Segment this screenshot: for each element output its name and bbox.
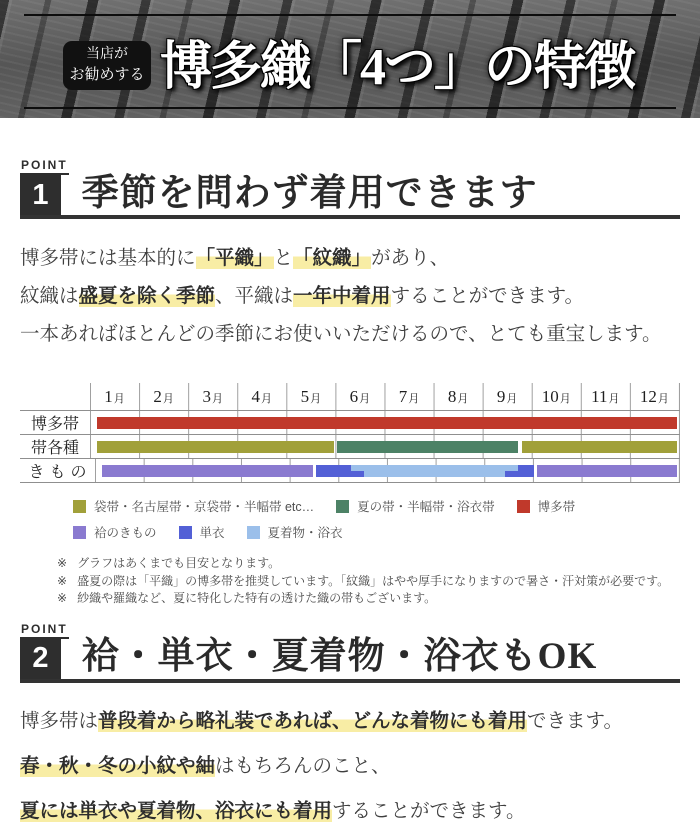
bar-segment [351,471,364,477]
month-cell [90,383,139,410]
chart-header-row [20,383,680,411]
text-line [20,744,680,789]
month-number: 7 [398,386,408,406]
chart-row [20,459,680,483]
month-suffix: 月 [408,393,420,405]
plain-text: と [273,247,294,269]
text-line [20,277,680,315]
badge-line2: お勧めする [69,66,145,83]
hero-top-rule [24,14,676,16]
highlighted-text: 一年中着用 [293,285,391,307]
bar-segment [316,465,351,477]
month-suffix: 月 [310,393,322,405]
point2-marker [20,622,69,679]
month-number: 6 [349,386,359,406]
month-cell [237,383,286,410]
month-suffix: 月 [506,393,518,405]
chart-row-label: 博多帯 [30,416,79,433]
month-number: 10 [541,386,559,406]
legend-swatch [517,500,530,513]
month-suffix: 月 [211,393,223,405]
month-number: 8 [447,386,457,406]
note-text: グラフはあくまでも目安となります。 [77,556,281,570]
summary-paragraph [20,699,680,832]
bar-segment [364,465,505,477]
point2-label: POINT [20,622,69,639]
month-number: 12 [639,386,657,406]
text-line [20,789,680,832]
legend-item [247,523,343,541]
plain-text: 紋織は [20,285,79,307]
legend-swatch [73,526,86,539]
bar-segment [97,417,677,429]
note-line [57,555,680,573]
legend-label: 博多帯 [537,500,576,514]
bar-segment [522,441,676,453]
bar-segment [337,441,518,453]
plain-text: することができます。 [390,285,585,307]
chart-row-label: きもの [28,464,92,481]
point2-number-box [20,639,61,679]
highlighted-text: 「平織」 [195,247,274,269]
point1-label: POINT [20,158,69,175]
note-marker-icon: ※ [57,556,68,570]
month-suffix: 月 [457,393,469,405]
bar-segment [102,465,313,477]
legend-swatch [336,500,349,513]
legend-label: 単衣 [199,526,225,540]
month-number: 1 [104,386,113,406]
month-suffix: 月 [559,393,571,405]
month-cell [630,383,679,410]
plain-text: 博多帯には基本的に [20,247,196,269]
bar-segment [537,465,676,477]
highlighted-text: 「紋織」 [293,247,372,269]
month-number: 9 [496,386,506,406]
legend-row [73,497,680,515]
month-suffix: 月 [608,393,620,405]
chart-month-track [90,383,680,410]
month-suffix: 月 [113,393,125,405]
chart-notes [57,555,680,608]
bar-segment [97,441,335,453]
month-number: 4 [251,386,261,406]
legend-label: 袷のきもの [94,526,157,540]
chart-row-track [90,435,680,458]
note-marker-icon: ※ [57,591,68,605]
plain-text: はもちろんのこと、 [215,754,391,777]
chart-row [20,411,680,435]
plain-text: することができます。 [332,799,526,822]
point1-number: 1 [32,178,49,211]
badge-line1: 当店が [86,46,128,62]
month-cell [335,383,384,410]
plain-text: 、平織は [215,285,294,307]
plain-text: できます。 [527,709,623,732]
month-number: 11 [591,386,608,406]
month-suffix: 月 [162,393,174,405]
month-cell [286,383,335,410]
intro-paragraph [20,239,680,353]
month-cell [139,383,188,410]
text-line [20,699,680,744]
point2-section [20,622,680,683]
hero-title: 博多織「4つ」の特徴 [160,39,635,96]
chart-row-track [95,459,680,482]
note-marker-icon: ※ [57,573,68,588]
plain-text: 一本あればほとんどの季節にお使いいただけるので、とても重宝します。 [20,323,662,345]
legend-item [336,497,495,515]
legend-swatch [73,500,86,513]
bar-segment [505,471,518,477]
month-suffix: 月 [359,393,371,405]
point2-heading: 袷・単衣・夏着物・浴衣もOK [81,636,598,678]
month-cell [188,383,237,410]
seasonal-chart [20,383,680,483]
point1-section [20,158,680,219]
highlighted-text: 夏には単衣や夏着物、浴衣にも着用 [20,799,333,822]
month-cell [532,383,581,410]
legend-label: 夏着物・浴衣 [267,526,343,540]
point2-number: 2 [32,642,49,674]
legend-item [179,523,225,541]
bar-segment [518,465,534,477]
hero-bottom-rule [24,107,676,109]
legend-item [73,523,157,541]
month-cell [384,383,433,410]
month-cell [483,383,532,410]
note-text: 盛夏の際は「平織」の博多帯を推奨しています。「紋織」はやや厚手になりますので暑さ・汗対策が必要です。 [77,573,670,588]
legend-swatch [179,526,192,539]
note-line [57,590,680,608]
month-number: 3 [202,386,211,406]
legend-item [517,497,576,515]
text-line [20,239,680,277]
chart-row [20,435,680,459]
month-suffix: 月 [261,393,273,405]
plain-text: があり、 [371,247,450,269]
highlighted-text: 春・秋・冬の小紋や紬 [20,754,216,777]
hero-banner [0,0,700,118]
highlighted-text: 普段着から略礼装であれば、どんな着物にも着用 [98,709,528,732]
chart-row-label: 帯各種 [30,440,79,457]
highlighted-text: 盛夏を除く季節 [78,285,216,307]
legend-item [73,497,314,515]
chart-row-track [90,411,680,434]
text-line [20,315,680,353]
month-number: 2 [153,386,162,406]
month-cell [581,383,630,410]
month-suffix: 月 [657,393,669,405]
legend-label: 袋帯・名古屋帯・京袋帯・半幅帯 etc… [94,500,315,514]
point1-marker [20,158,69,215]
note-text: 紗織や羅織など、夏に特化した特有の透けた織の帯もございます。 [77,591,437,605]
chart-corner-cell [20,383,90,410]
month-number: 5 [300,386,310,406]
plain-text: 博多帯は [20,709,99,732]
recommend-badge [63,41,151,90]
month-cell [434,383,483,410]
bar-segment [351,465,364,471]
point1-heading: 季節を問わず着用できます [81,172,538,214]
legend-row [73,523,680,541]
legend-swatch [247,526,260,539]
point1-number-box [20,175,61,215]
legend-label: 夏の帯・半幅帯・浴衣帯 [357,500,495,514]
chart-legend [73,497,680,541]
note-line [57,573,680,591]
